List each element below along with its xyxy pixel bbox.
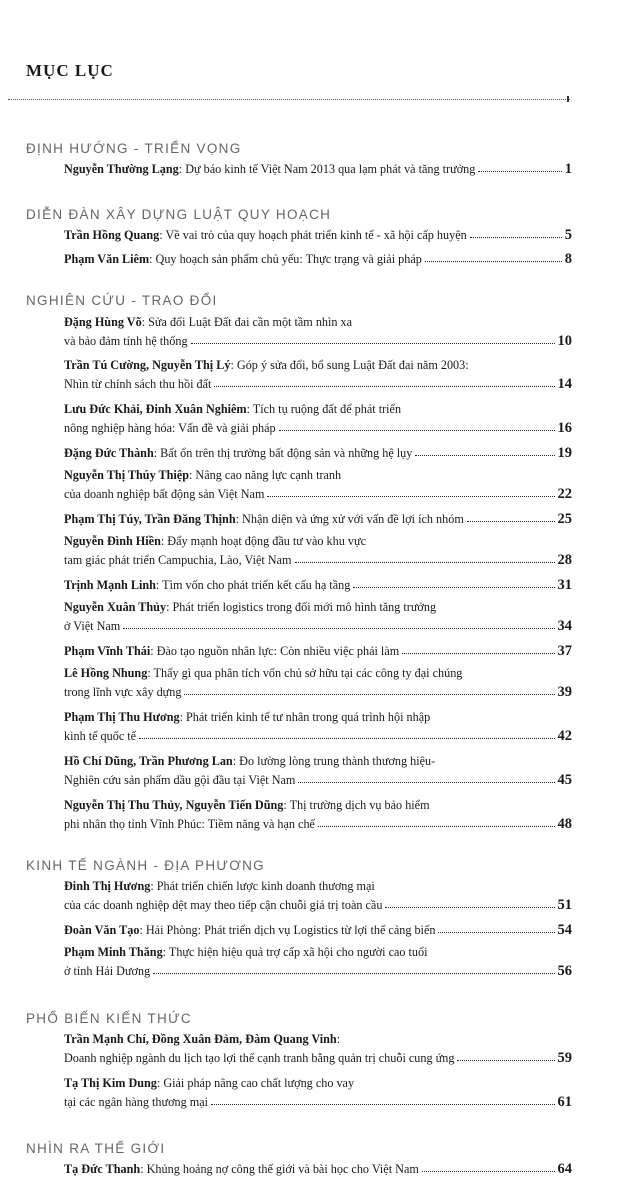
toc-entry[interactable] bbox=[64, 466, 572, 504]
top-dotted-rule bbox=[8, 99, 570, 100]
toc-entry-line bbox=[64, 617, 572, 636]
toc-entry-line bbox=[64, 356, 572, 375]
dot-leader bbox=[438, 932, 554, 933]
toc-entry-line bbox=[64, 896, 572, 915]
rule-end-mark bbox=[567, 96, 569, 102]
toc-entry-line bbox=[64, 708, 572, 727]
entry-title-continued: phi nhân thọ tỉnh Vĩnh Phúc: Tiềm năng và hạn chế bbox=[64, 817, 315, 831]
entry-author: Trần Mạnh Chí, Đồng Xuân Đảm, Đàm Quang Vinh bbox=[64, 1032, 337, 1046]
toc-entry-line bbox=[64, 943, 572, 962]
toc-entry-line bbox=[64, 313, 572, 332]
toc-entry-line bbox=[64, 642, 572, 661]
entry-author: Đoàn Văn Tạo bbox=[64, 923, 140, 937]
page-number: 56 bbox=[557, 963, 572, 979]
entry-title: : Đẩy mạnh hoạt động đầu tư vào khu vực bbox=[160, 534, 366, 548]
entry-title-continued: Doanh nghiệp ngành du lịch tạo lợi thế cạnh tranh bằng quản trị chuỗi cung ứng bbox=[64, 1051, 455, 1065]
section-title: NGHIÊN CỨU - TRAO ĐỔI bbox=[26, 293, 218, 308]
toc-entry[interactable] bbox=[64, 510, 572, 529]
dot-leader bbox=[385, 907, 554, 908]
dot-leader bbox=[123, 628, 554, 629]
toc-entry[interactable] bbox=[64, 796, 572, 834]
toc-entry-line bbox=[64, 1160, 572, 1179]
entry-title: : Góp ý sửa đổi, bổ sung Luật Đất đai năm 2003: bbox=[230, 358, 469, 372]
toc-entry-line bbox=[64, 1074, 572, 1093]
entry-author: Lê Hồng Nhung bbox=[64, 666, 148, 680]
entry-title-continued: Nghiên cứu sản phẩm dầu gội đầu tại Việt Nam bbox=[64, 773, 296, 787]
toc-entry-line bbox=[64, 921, 572, 940]
toc-entry-line bbox=[64, 332, 572, 351]
toc-entry-line bbox=[64, 962, 572, 981]
page-title: MỤC LỤC bbox=[26, 61, 114, 80]
entry-title: : Quy hoạch sản phẩm chủ yếu: Thực trạng và giải pháp bbox=[149, 252, 422, 266]
entry-title: : Nhận diện và ứng xử với vấn đề lợi ích nhóm bbox=[235, 512, 464, 526]
toc-entry[interactable] bbox=[64, 877, 572, 915]
entry-author: Tạ Đức Thanh bbox=[64, 1162, 141, 1176]
entry-author: Tạ Thị Kim Dung bbox=[64, 1076, 157, 1090]
entry-title-continued: của doanh nghiệp bất động sản Việt Nam bbox=[64, 487, 265, 501]
page-number: 22 bbox=[557, 486, 572, 502]
dot-leader bbox=[415, 455, 554, 456]
entry-title-continued: tam giác phát triển Campuchia, Lào, Việt Nam bbox=[64, 553, 292, 567]
dot-leader bbox=[214, 386, 554, 387]
section-title: NHÌN RA THẾ GIỚI bbox=[26, 1141, 166, 1156]
dot-leader bbox=[295, 562, 555, 563]
entry-author: Đặng Hùng Võ bbox=[64, 315, 142, 329]
toc-entry-line bbox=[64, 1030, 572, 1049]
page-number: 39 bbox=[557, 684, 572, 700]
toc-entry-line bbox=[64, 444, 572, 463]
entry-title-continued: của các doanh nghiệp dệt may theo tiếp cận chuỗi giá trị toàn cầu bbox=[64, 898, 383, 912]
toc-entry-line bbox=[64, 664, 572, 683]
entry-title: : Phát triển logistics trong đổi mới mô hình tăng trưởng bbox=[166, 600, 437, 614]
dot-leader bbox=[422, 1171, 555, 1172]
dot-leader bbox=[478, 171, 561, 172]
entry-author: Nguyễn Thường Lạng bbox=[64, 162, 179, 176]
toc-entry[interactable] bbox=[64, 943, 572, 981]
entry-author: Trần Tú Cường, Nguyễn Thị Lý bbox=[64, 358, 231, 372]
toc-entry-line bbox=[64, 160, 572, 179]
toc-entry-line bbox=[64, 419, 572, 438]
toc-entry-line bbox=[64, 576, 572, 595]
page-number: 34 bbox=[557, 618, 572, 634]
toc-entry-line bbox=[64, 375, 572, 394]
dot-leader bbox=[184, 694, 554, 695]
entry-title: : Thực hiện hiệu quả trợ cấp xã hội cho người cao tuổi bbox=[162, 945, 428, 959]
entry-title-continued: tại các ngân hàng thương mại bbox=[64, 1095, 209, 1109]
entry-author: Phạm Vĩnh Thái bbox=[64, 644, 151, 658]
entry-author: Nguyễn Thị Thu Thủy, Nguyễn Tiến Dũng bbox=[64, 798, 284, 812]
entry-title: : Phát triển chiến lược kinh doanh thương mại bbox=[150, 879, 375, 893]
section-title: KINH TẾ NGÀNH - ĐỊA PHƯƠNG bbox=[26, 858, 265, 873]
entry-author: Nguyễn Đình Hiền bbox=[64, 534, 161, 548]
entry-title: : Về vai trò của quy hoạch phát triển kinh tế - xã hội cấp huyện bbox=[159, 228, 467, 242]
toc-entry[interactable] bbox=[64, 400, 572, 438]
entry-title: : Thị trường dịch vụ bảo hiểm bbox=[283, 798, 430, 812]
toc-entry[interactable] bbox=[64, 598, 572, 636]
entry-author: Đinh Thị Hương bbox=[64, 879, 151, 893]
toc-entry-line bbox=[64, 771, 572, 790]
page-number: 31 bbox=[557, 577, 572, 593]
toc-entry[interactable] bbox=[64, 1160, 572, 1179]
entry-author: Nguyễn Xuân Thủy bbox=[64, 600, 167, 614]
dot-leader bbox=[139, 738, 554, 739]
page-number: 42 bbox=[557, 728, 572, 744]
entry-title-continued: ở tỉnh Hải Dương bbox=[64, 964, 151, 978]
page-number: 61 bbox=[557, 1094, 572, 1110]
dot-leader bbox=[402, 653, 554, 654]
toc-entry-line bbox=[64, 796, 572, 815]
dot-leader bbox=[467, 521, 555, 522]
entry-title: : Thấy gì qua phân tích vốn chủ sở hữu tại các công ty đại chúng bbox=[147, 666, 463, 680]
page-number: 51 bbox=[557, 897, 572, 913]
dot-leader bbox=[470, 237, 562, 238]
dot-leader bbox=[191, 343, 555, 344]
dot-leader bbox=[318, 826, 555, 827]
page-number: 54 bbox=[557, 922, 572, 938]
section-title: PHỔ BIẾN KIẾN THỨC bbox=[26, 1011, 192, 1026]
entry-title-continued: ở Việt Nam bbox=[64, 619, 121, 633]
dot-leader bbox=[211, 1104, 554, 1105]
entry-title: : Tìm vốn cho phát triển kết cấu hạ tầng bbox=[155, 578, 351, 592]
entry-title: : Nâng cao năng lực cạnh tranh bbox=[189, 468, 342, 482]
dot-leader bbox=[425, 261, 562, 262]
entry-author: Nguyễn Thị Thúy Thiệp bbox=[64, 468, 189, 482]
dot-leader bbox=[298, 782, 554, 783]
dot-leader bbox=[279, 430, 555, 431]
entry-title-continued: Nhìn từ chính sách thu hồi đất bbox=[64, 377, 212, 391]
toc-entry-line bbox=[64, 1049, 572, 1068]
toc-entry[interactable] bbox=[64, 1074, 572, 1112]
entry-title: : Đào tạo nguồn nhân lực: Còn nhiều việc phải làm bbox=[150, 644, 400, 658]
page-number: 10 bbox=[557, 333, 572, 349]
entry-title: : Hải Phòng: Phát triển dịch vụ Logistics từ lợi thế cảng biển bbox=[139, 923, 436, 937]
page-number: 25 bbox=[557, 511, 572, 527]
entry-title: : Sửa đổi Luật Đất đai cần một tầm nhìn xa bbox=[141, 315, 353, 329]
page-number: 5 bbox=[564, 227, 572, 243]
toc-entry-line bbox=[64, 683, 572, 702]
entry-title: : Bất ổn trên thị trường bất động sản và những hệ lụy bbox=[153, 446, 413, 460]
toc-entry-line bbox=[64, 250, 572, 269]
page-number: 16 bbox=[557, 420, 572, 436]
entry-title-continued: trong lĩnh vực xây dựng bbox=[64, 685, 182, 699]
toc-entry[interactable] bbox=[64, 313, 572, 351]
entry-author: Phạm Văn Liêm bbox=[64, 252, 150, 266]
toc-entry-line bbox=[64, 400, 572, 419]
dot-leader bbox=[267, 496, 554, 497]
page-number: 28 bbox=[557, 552, 572, 568]
toc-entry-line bbox=[64, 752, 572, 771]
toc-entry[interactable] bbox=[64, 532, 572, 570]
toc-entry[interactable] bbox=[64, 576, 572, 595]
section-title: ĐỊNH HƯỚNG - TRIỂN VỌNG bbox=[26, 141, 242, 156]
entry-author: Phạm Thị Thu Hương bbox=[64, 710, 180, 724]
dot-leader bbox=[457, 1060, 554, 1061]
toc-entry-line bbox=[64, 815, 572, 834]
toc-entry-line bbox=[64, 551, 572, 570]
toc-entry[interactable] bbox=[64, 664, 572, 702]
toc-entry[interactable] bbox=[64, 1030, 572, 1068]
entry-title: : Khủng hoảng nợ công thế giới và bài học cho Việt Nam bbox=[140, 1162, 419, 1176]
entry-title: : Đo lường lòng trung thành thương hiệu- bbox=[232, 754, 436, 768]
toc-entry-line bbox=[64, 727, 572, 746]
toc-entry-line bbox=[64, 510, 572, 529]
entry-title-continued: nông nghiệp hàng hóa: Vấn đề và giải pháp bbox=[64, 421, 276, 435]
page-number: 37 bbox=[557, 643, 572, 659]
entry-title-continued: kinh tế quốc tế bbox=[64, 729, 137, 743]
toc-entry[interactable] bbox=[64, 250, 572, 269]
toc-entry[interactable] bbox=[64, 708, 572, 746]
entry-title-continued: và bảo đảm tính hệ thống bbox=[64, 334, 188, 348]
toc-entry[interactable] bbox=[64, 160, 572, 179]
entry-title: : bbox=[336, 1032, 341, 1046]
page-number: 14 bbox=[557, 376, 572, 392]
toc-entry-line bbox=[64, 1093, 572, 1112]
section-title: DIỄN ĐÀN XÂY DỰNG LUẬT QUY HOẠCH bbox=[26, 207, 332, 222]
page-number: 8 bbox=[564, 251, 572, 267]
entry-title: : Giải pháp nâng cao chất lượng cho vay bbox=[156, 1076, 355, 1090]
page-number: 64 bbox=[557, 1161, 572, 1177]
entry-author: Phạm Minh Thăng bbox=[64, 945, 163, 959]
dot-leader bbox=[153, 973, 554, 974]
entry-title: : Tích tụ ruộng đất để phát triển bbox=[246, 402, 402, 416]
entry-author: Đặng Đức Thành bbox=[64, 446, 154, 460]
entry-title: : Phát triển kinh tế tư nhân trong quá trình hội nhập bbox=[179, 710, 431, 724]
page-number: 48 bbox=[557, 816, 572, 832]
page-number: 45 bbox=[557, 772, 572, 788]
toc-entry[interactable] bbox=[64, 642, 572, 661]
toc-entry-line bbox=[64, 598, 572, 617]
entry-author: Phạm Thị Túy, Trần Đăng Thịnh bbox=[64, 512, 236, 526]
page-number: 59 bbox=[557, 1050, 572, 1066]
entry-author: Trịnh Mạnh Linh bbox=[64, 578, 156, 592]
toc-entry[interactable] bbox=[64, 444, 572, 463]
entry-author: Trần Hồng Quang bbox=[64, 228, 160, 242]
toc-entry[interactable] bbox=[64, 226, 572, 245]
toc-entry-line bbox=[64, 466, 572, 485]
toc-entry-line bbox=[64, 485, 572, 504]
entry-author: Lưu Đức Khải, Đinh Xuân Nghiêm bbox=[64, 402, 247, 416]
dot-leader bbox=[353, 587, 554, 588]
toc-entry-line bbox=[64, 532, 572, 551]
toc-entry[interactable] bbox=[64, 356, 572, 394]
toc-entry-line bbox=[64, 877, 572, 896]
entry-author: Hồ Chí Dũng, Trần Phương Lan bbox=[64, 754, 233, 768]
page-number: 1 bbox=[564, 161, 572, 177]
toc-entry[interactable] bbox=[64, 752, 572, 790]
toc-entry-line bbox=[64, 226, 572, 245]
page-number: 19 bbox=[557, 445, 572, 461]
toc-entry[interactable] bbox=[64, 921, 572, 940]
entry-title: : Dự báo kinh tế Việt Nam 2013 qua lạm phát và tăng trưởng bbox=[178, 162, 476, 176]
